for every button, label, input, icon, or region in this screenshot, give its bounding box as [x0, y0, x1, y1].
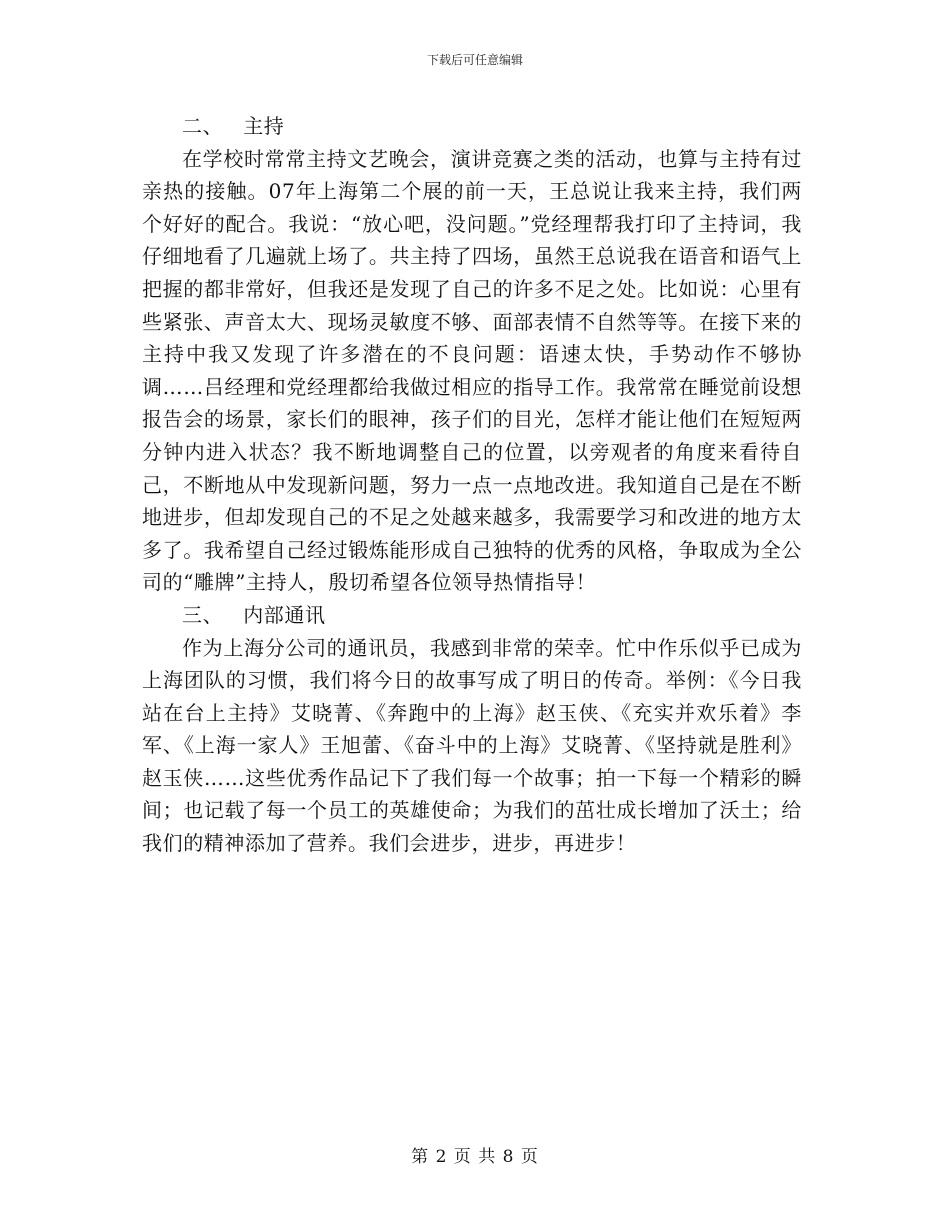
section-heading: [142, 599, 802, 632]
section-number: 二、: [182, 114, 224, 138]
section-heading: [142, 110, 802, 143]
page-number-footer: 第 2 页 共 8 页: [411, 1147, 539, 1167]
body-paragraph: 在学校时常常主持文艺晚会，演讲竞赛之类的活动，也算与主持有过亲热的接触。07年上海第二个展的前一天，王总说让我来主持，我们两个好好的配合。我说：“放心吧，没问题。”党经理帮我打印了主持词，我仔细地看了几遍就上场了。共主持了四场，虽然王总说我在语音和语气上把握的都非常好，但我还是发现了自己的许多不足之处。比如说：心里有些紧张、声音太大、现场灵敏度不够、面部表情不自然等等。在接下来的主持中我又发现了许多潜在的不良问题：语速太快，手势动作不够协调……吕经理和党经理都给我做过相应的指导工作。我常常在睡觉前设想报告会的场景，家长们的眼神，孩子们的目光，怎样才能让他们在短短两分钟内进入状态？我不断地调整自己的位置，以旁观者的角度来看待自己，不断地从中发现新问题，努力一点一点地改进。我知道自己是在不断地进步，但却发现自己的不足之处越来越多，我需要学习和改进的地方太多了。我希望自己经过锻炼能形成自己独特的优秀的风格，争取成为全公司的“雕牌”主持人，殷切希望各位领导热情指导！: [142, 146, 802, 595]
document-body: [142, 110, 802, 860]
body-paragraph: 作为上海分公司的通讯员，我感到非常的荣幸。忙中作乐似乎已成为上海团队的习惯，我们将今日的故事写成了明日的传奇。举例：《今日我站在台上主持》艾晓菁、《奔跑中的上海》赵玉侠、《充实并欢乐着》李军、《上海一家人》王旭蕾、《奋斗中的上海》艾晓菁、《坚持就是胜利》赵玉侠……这些优秀作品记下了我们每一个故事；拍一下每一个精彩的瞬间；也记载了每一个员工的英雄使命；为我们的茁壮成长增加了沃土；给我们的精神添加了营养。我们会进步，进步，再进步！: [142, 635, 802, 856]
section-title: 主持: [243, 114, 285, 138]
page-header-note: 下载后可任意编辑: [426, 53, 523, 67]
section-number: 三、: [182, 602, 224, 627]
section-title: 内部通讯: [243, 602, 326, 627]
